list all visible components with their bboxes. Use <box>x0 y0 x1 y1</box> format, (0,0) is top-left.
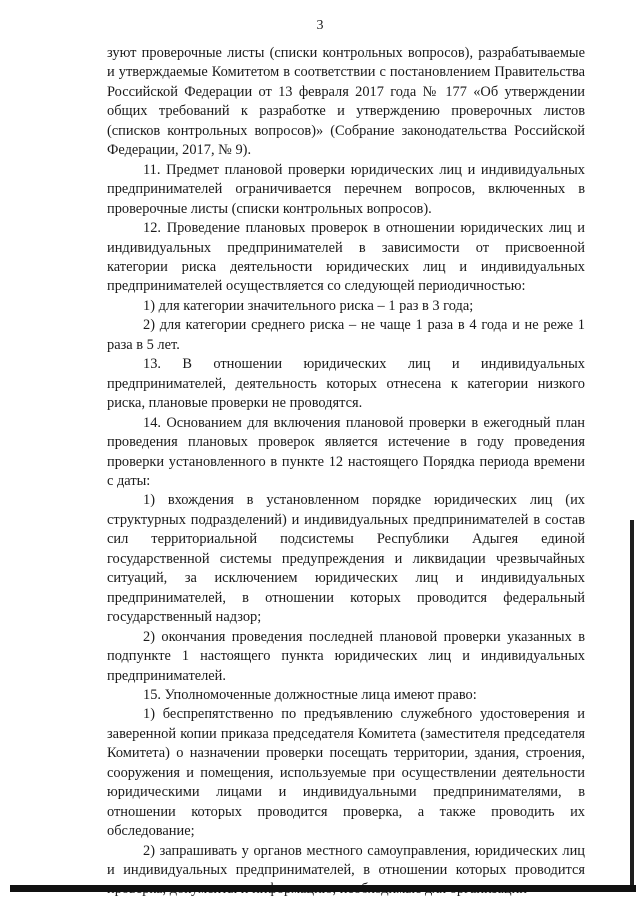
paragraph-item-15: 15. Уполномоченные должностные лица имеют право: <box>143 686 477 703</box>
paragraph-item-15-sub-2: 2) запрашивать у органов местного самоуправления, юридических лиц и индивидуальных предпринимателей, в отношении которых проводится <box>107 842 585 879</box>
paragraph-continuation: зуют проверочные листы (списки контрольных вопросов), разрабатываемые и утверждаемые Комитетом в соответствии с постановлением Правительства Российской Федерации от 13 февраля 2017 года № 177 «Об утверждении общих требований к разработке и утверждению проверочных листов (списков контрольных вопросов)» (Собрание законодательства Российской Федерации, 2017, № 9). <box>107 45 585 159</box>
paragraph-item-11: 11. Предмет плановой проверки юридических лиц и индивидуальных предпринимателей ограничивается перечнем вопросов, включенных в проверочные листы (списки контрольных вопросов). <box>107 161 585 217</box>
paragraph-item-14: 14. Основанием для включения плановой проверки в ежегодный план проведения плановых проверок является истечение в году проведения проверки установленного в пункте 12 настоящего Порядка периода времени с даты: <box>107 414 585 489</box>
paragraph-item-15-sub-1: 1) беспрепятственно по предъявлению служебного удостоверения и заверенной копии приказа председателя Комитета (заместителя председателя Комитета) о назначении проверки посещать территории, здания, строения, сооружения и помещения, используемые при осуществлении деятельности юридическими лицами и индивидуальными предпринимателями, в отношении которых проводится проверка, а также проводить их обследование; <box>107 706 585 840</box>
scan-edge-bottom <box>10 885 636 892</box>
document-body <box>107 44 585 900</box>
paragraph-item-13: 13. В отношении юридических лиц и индивидуальных предпринимателей, деятельность которых отнесена к категории низкого риска, плановые проверки не проводятся. <box>107 356 585 412</box>
paragraph-item-12-sub-1: 1) для категории значительного риска – 1 раз в 3 года; <box>143 297 474 314</box>
paragraph-item-14-sub-1: 1) вхождения в установленном порядке юридических лиц (их структурных подразделений) и индивидуальных предпринимателей в состав сил территориальной подсистемы Республики Адыгея единой государственной системы предупреждения и ликвидации чрезвычайных ситуаций, за исключением юридических лиц и индивидуальных предпринимателей, в отношении которых проводится федеральный государственный надзор; <box>107 492 585 626</box>
paragraph-item-14-sub-2: 2) окончания проведения последней плановой проверки указанных в подпункте 1 настоящего пункта юридических лиц и индивидуальных предпринимателей. <box>107 628 585 684</box>
scan-edge-right <box>630 520 634 892</box>
paragraph-item-12-sub-2: 2) для категории среднего риска – не чаще 1 раза в 4 года и не реже 1 раза в 5 лет. <box>107 317 585 353</box>
paragraph-item-12: 12. Проведение плановых проверок в отношении юридических лиц и индивидуальных предпринимателей в зависимости от присвоенной категории риска деятельности юридических лиц и индивидуальных предпринимателей осуществляется со следующей периодичностью: <box>107 220 585 295</box>
page-number: 3 <box>316 18 324 33</box>
